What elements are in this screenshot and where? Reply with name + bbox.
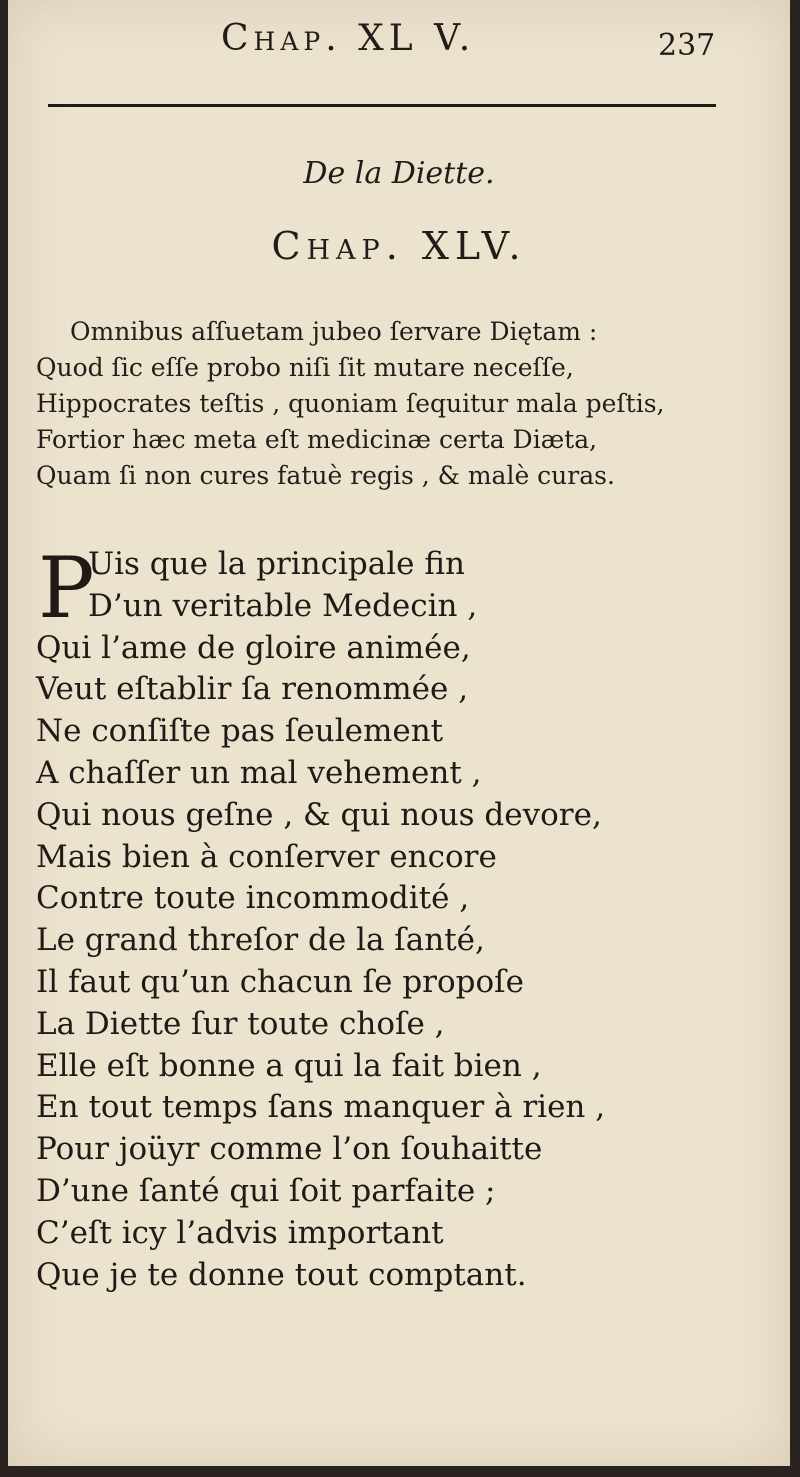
drop-cap: P [38,539,95,637]
verse-line: Qui l’ame de gloire animée, [36,629,471,666]
verse-line: Qui nous geſne , & qui nous devore, [36,796,602,833]
verse-line: C’eſt icy l’advis important [36,1214,444,1251]
latin-line: Quam ſi non cures fatuè regis , & malè curas. [36,461,615,490]
verse-line: A chaſſer un mal vehement , [36,754,482,791]
french-verse [36,539,786,1296]
verse-line: Il faut qu’un chacun ſe propoſe [36,963,524,1000]
verse-line: D’un veritable Medecin , [88,587,478,624]
verse-line: Uis que la principale fin [88,546,465,582]
header-rule [48,104,716,107]
verse-line: Pour joüyr comme l’on ſouhaitte [36,1131,543,1168]
verse-line: Contre toute incommodité , [36,880,470,917]
verse-line: Le grand threſor de la ſanté, [36,922,485,959]
verse-line: La Diette ſur toute choſe , [36,1005,445,1042]
page-number: 237 [658,28,716,63]
latin-line: Omnibus aſſuetam jubeo ſervare Diętam : [70,317,598,346]
verse-line: Ne conſiſte pas ſeulement [36,713,444,750]
verse-line: D’une ſanté qui ſoit parfaite ; [36,1172,496,1209]
verse-line: Elle eſt bonne a qui la fait bien , [36,1047,542,1084]
latin-line: Quod ſic eſſe probo niſi ſit mutare neceſſe, [36,353,574,382]
latin-verse [36,314,786,494]
section-title: De la Diette. [303,156,495,191]
chapter-heading: Chap. XLV. [271,224,527,268]
verse-line: Veut eſtablir ſa renommée , [36,671,469,708]
verse-line: Mais bien à conſerver encore [36,838,497,875]
running-head: Chap. XL V. [221,18,476,59]
latin-line: Fortior hæc meta eſt medicinæ certa Diæta, [36,425,598,454]
verse-line: En tout temps ſans manquer à rien , [36,1089,606,1126]
verse-line: Que je te donne tout comptant. [36,1256,527,1293]
book-page [8,0,790,1466]
latin-line: Hippocrates teſtis , quoniam ſequitur mala peſtis, [36,389,665,418]
